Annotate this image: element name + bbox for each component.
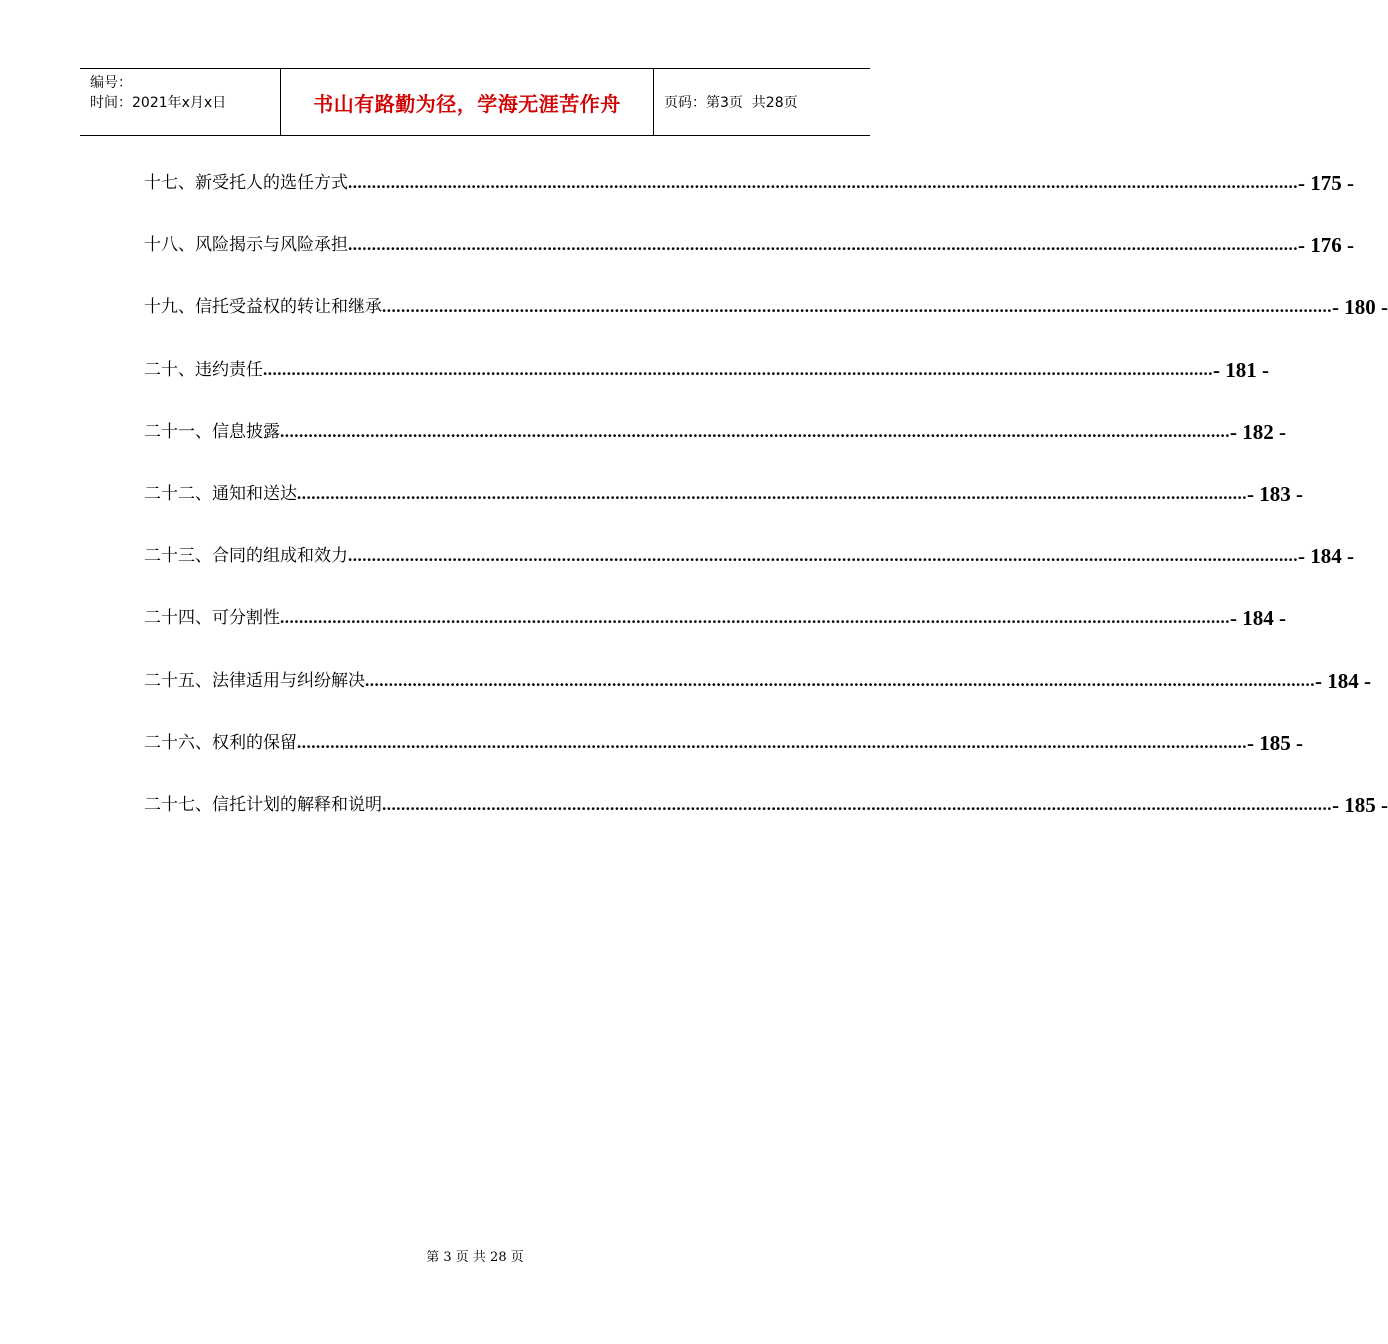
toc-entry-page: - 184 -	[1315, 668, 1371, 693]
toc-entry-page: - 185 -	[1332, 792, 1388, 817]
header-page-info-cell	[654, 69, 870, 135]
toc-leader-dots: ........................................................................................................................................................................................................	[348, 546, 1298, 566]
toc-entry[interactable]	[144, 288, 1388, 350]
toc-entry-page: - 182 -	[1230, 419, 1286, 444]
header-meta	[80, 69, 281, 135]
toc-leader-dots: ........................................................................................................................................................................................................	[382, 794, 1332, 814]
page-footer	[0, 1246, 950, 1265]
toc-leader-dots: ........................................................................................................................................................................................................	[280, 421, 1230, 441]
toc-entry-title: 十七、新受托人的选任方式	[144, 173, 348, 193]
toc-entry-page: - 184 -	[1298, 544, 1354, 569]
toc-leader-dots: ........................................................................................................................................................................................................	[382, 297, 1332, 317]
toc-entry-title: 二十七、信托计划的解释和说明	[144, 794, 382, 815]
toc-entry[interactable]	[144, 226, 1354, 288]
toc-leader-dots: ........................................................................................................................................................................................................	[348, 235, 1298, 255]
toc-entry-title: 十九、信托受益权的转让和继承	[144, 297, 382, 318]
toc-entry-page: - 175 -	[1298, 171, 1354, 195]
toc-leader-dots: ........................................................................................................................................................................................................	[280, 608, 1230, 628]
header-motto-cell	[281, 69, 654, 135]
toc-entry-page: - 176 -	[1298, 233, 1354, 258]
footer-page-number: 第 3 页 共 28 页	[426, 1250, 524, 1265]
serial-label: 编号：	[90, 75, 132, 91]
toc-entry[interactable]	[144, 662, 1371, 724]
motto-text: 书山有路勤为径，学海无涯苦作舟	[313, 91, 621, 116]
toc-entry[interactable]	[144, 786, 1388, 848]
toc-entry[interactable]	[144, 599, 1286, 661]
toc-entry-title: 二十、违约责任	[144, 359, 263, 380]
toc-entry-page: - 180 -	[1332, 295, 1388, 320]
toc-entry[interactable]	[144, 351, 1269, 413]
page-header	[80, 68, 870, 136]
toc-leader-dots: ........................................................................................................................................................................................................	[365, 670, 1315, 690]
toc-entry[interactable]	[144, 475, 1303, 537]
toc-entry[interactable]	[144, 724, 1303, 786]
toc-leader-dots: ........................................................................................................................................................................................................	[348, 173, 1298, 192]
toc-entry[interactable]	[144, 164, 1354, 226]
toc-entry-page: - 183 -	[1247, 481, 1303, 506]
toc-entry-page: - 181 -	[1213, 357, 1269, 382]
toc-entry-title: 二十一、信息披露	[144, 421, 280, 442]
toc-entry[interactable]	[144, 537, 1354, 599]
table-of-contents	[144, 164, 1388, 848]
toc-entry-title: 十八、风险揭示与风险承担	[144, 235, 348, 256]
toc-leader-dots: ........................................................................................................................................................................................................	[297, 483, 1247, 503]
time-label: 时间：2021年x月x日	[90, 95, 227, 111]
toc-leader-dots: ........................................................................................................................................................................................................	[263, 359, 1213, 379]
toc-entry-title: 二十五、法律适用与纠纷解决	[144, 670, 365, 691]
toc-entry[interactable]	[144, 413, 1286, 475]
toc-entry-title: 二十三、合同的组成和效力	[144, 546, 348, 567]
toc-entry-page: - 184 -	[1230, 606, 1286, 631]
toc-entry-title: 二十二、通知和送达	[144, 483, 297, 504]
toc-entry-title: 二十四、可分割性	[144, 608, 280, 629]
page-info: 页码：第3页 共28页	[664, 95, 798, 111]
toc-leader-dots: ........................................................................................................................................................................................................	[297, 732, 1247, 752]
toc-entry-page: - 185 -	[1247, 730, 1303, 755]
toc-entry-title: 二十六、权利的保留	[144, 732, 297, 753]
